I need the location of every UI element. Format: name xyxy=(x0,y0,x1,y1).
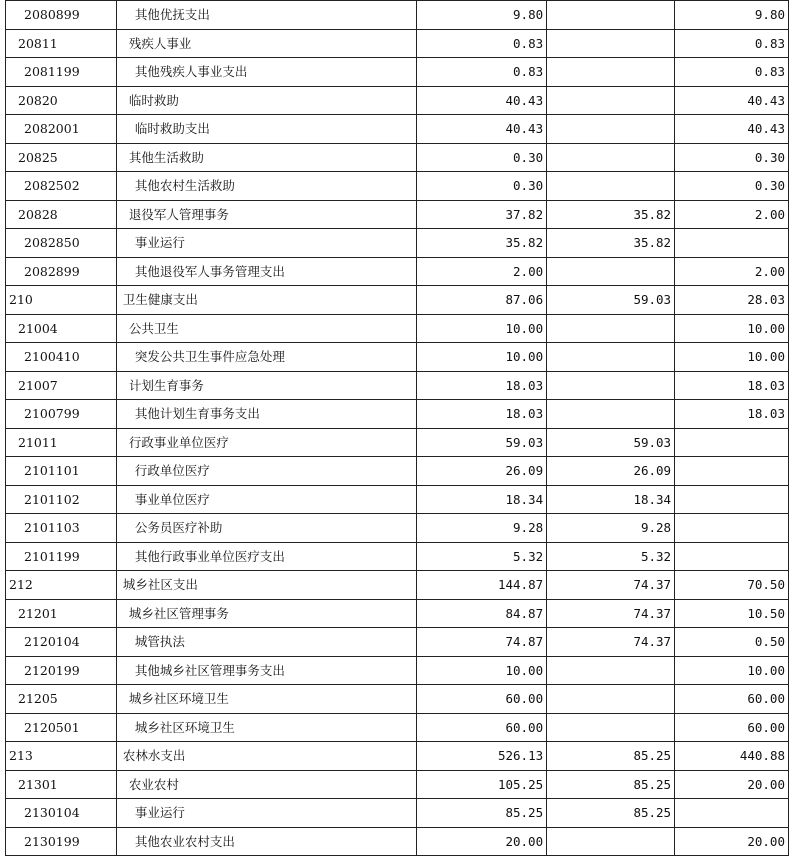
account-name-cell: 行政事业单位医疗 xyxy=(116,428,416,457)
basic-expenditure-cell xyxy=(547,58,675,87)
table-row xyxy=(6,770,789,799)
account-name-cell: 临时救助 xyxy=(116,86,416,115)
project-expenditure-cell: 20.00 xyxy=(675,827,789,856)
basic-expenditure-cell xyxy=(547,371,675,400)
account-code-cell: 2101103 xyxy=(6,514,117,543)
account-code-cell: 21201 xyxy=(6,599,117,628)
account-name-cell: 城乡社区环境卫生 xyxy=(116,713,416,742)
total-amount-cell: 60.00 xyxy=(417,713,547,742)
table-row xyxy=(6,428,789,457)
account-code-cell: 210 xyxy=(6,286,117,315)
total-amount-cell: 0.30 xyxy=(417,143,547,172)
table-row xyxy=(6,542,789,571)
account-code-cell: 2082899 xyxy=(6,257,117,286)
account-code-cell: 2100799 xyxy=(6,400,117,429)
account-code-cell: 2101199 xyxy=(6,542,117,571)
total-amount-cell: 59.03 xyxy=(417,428,547,457)
account-code-cell: 2101102 xyxy=(6,485,117,514)
total-amount-cell: 2.00 xyxy=(417,257,547,286)
project-expenditure-cell: 0.50 xyxy=(675,628,789,657)
account-name-cell: 突发公共卫生事件应急处理 xyxy=(116,343,416,372)
table-row xyxy=(6,314,789,343)
table-row xyxy=(6,115,789,144)
basic-expenditure-cell xyxy=(547,827,675,856)
project-expenditure-cell: 10.00 xyxy=(675,314,789,343)
project-expenditure-cell: 10.00 xyxy=(675,343,789,372)
total-amount-cell: 0.30 xyxy=(417,172,547,201)
total-amount-cell: 26.09 xyxy=(417,457,547,486)
account-name-cell: 行政单位医疗 xyxy=(116,457,416,486)
project-expenditure-cell xyxy=(675,485,789,514)
project-expenditure-cell: 0.30 xyxy=(675,172,789,201)
basic-expenditure-cell: 85.25 xyxy=(547,799,675,828)
project-expenditure-cell: 2.00 xyxy=(675,200,789,229)
basic-expenditure-cell xyxy=(547,86,675,115)
project-expenditure-cell xyxy=(675,514,789,543)
project-expenditure-cell: 40.43 xyxy=(675,86,789,115)
account-code-cell: 2130104 xyxy=(6,799,117,828)
total-amount-cell: 84.87 xyxy=(417,599,547,628)
account-code-cell: 2082502 xyxy=(6,172,117,201)
account-code-cell: 20825 xyxy=(6,143,117,172)
project-expenditure-cell: 18.03 xyxy=(675,400,789,429)
project-expenditure-cell: 0.83 xyxy=(675,58,789,87)
total-amount-cell: 18.03 xyxy=(417,400,547,429)
table-row xyxy=(6,742,789,771)
basic-expenditure-cell xyxy=(547,713,675,742)
total-amount-cell: 35.82 xyxy=(417,229,547,258)
basic-expenditure-cell: 18.34 xyxy=(547,485,675,514)
basic-expenditure-cell: 26.09 xyxy=(547,457,675,486)
total-amount-cell: 85.25 xyxy=(417,799,547,828)
basic-expenditure-cell xyxy=(547,343,675,372)
basic-expenditure-cell: 85.25 xyxy=(547,742,675,771)
account-name-cell: 农林水支出 xyxy=(116,742,416,771)
basic-expenditure-cell: 74.37 xyxy=(547,571,675,600)
table-row xyxy=(6,257,789,286)
account-name-cell: 城乡社区管理事务 xyxy=(116,599,416,628)
basic-expenditure-cell xyxy=(547,115,675,144)
project-expenditure-cell: 9.80 xyxy=(675,1,789,30)
table-row xyxy=(6,628,789,657)
basic-expenditure-cell xyxy=(547,143,675,172)
basic-expenditure-cell: 35.82 xyxy=(547,229,675,258)
project-expenditure-cell: 60.00 xyxy=(675,685,789,714)
account-code-cell: 21301 xyxy=(6,770,117,799)
table-row xyxy=(6,143,789,172)
account-name-cell: 事业运行 xyxy=(116,799,416,828)
total-amount-cell: 87.06 xyxy=(417,286,547,315)
table-row xyxy=(6,685,789,714)
table-row xyxy=(6,229,789,258)
project-expenditure-cell: 440.88 xyxy=(675,742,789,771)
account-code-cell: 2120199 xyxy=(6,656,117,685)
account-code-cell: 21205 xyxy=(6,685,117,714)
account-code-cell: 2130199 xyxy=(6,827,117,856)
total-amount-cell: 9.80 xyxy=(417,1,547,30)
account-code-cell: 21011 xyxy=(6,428,117,457)
account-name-cell: 其他退役军人事务管理支出 xyxy=(116,257,416,286)
account-name-cell: 城管执法 xyxy=(116,628,416,657)
total-amount-cell: 9.28 xyxy=(417,514,547,543)
project-expenditure-cell: 18.03 xyxy=(675,371,789,400)
account-code-cell: 212 xyxy=(6,571,117,600)
table-row xyxy=(6,86,789,115)
table-row xyxy=(6,514,789,543)
account-name-cell: 其他城乡社区管理事务支出 xyxy=(116,656,416,685)
basic-expenditure-cell: 59.03 xyxy=(547,286,675,315)
project-expenditure-cell xyxy=(675,542,789,571)
project-expenditure-cell: 0.30 xyxy=(675,143,789,172)
total-amount-cell: 526.13 xyxy=(417,742,547,771)
total-amount-cell: 18.34 xyxy=(417,485,547,514)
project-expenditure-cell: 10.00 xyxy=(675,656,789,685)
project-expenditure-cell xyxy=(675,229,789,258)
project-expenditure-cell: 10.50 xyxy=(675,599,789,628)
table-row xyxy=(6,400,789,429)
account-name-cell: 其他优抚支出 xyxy=(116,1,416,30)
account-name-cell: 其他农村生活救助 xyxy=(116,172,416,201)
total-amount-cell: 10.00 xyxy=(417,314,547,343)
account-name-cell: 其他行政事业单位医疗支出 xyxy=(116,542,416,571)
basic-expenditure-cell: 74.37 xyxy=(547,599,675,628)
table-row xyxy=(6,371,789,400)
basic-expenditure-cell xyxy=(547,1,675,30)
table-row xyxy=(6,1,789,30)
table-row xyxy=(6,599,789,628)
basic-expenditure-cell xyxy=(547,29,675,58)
account-name-cell: 城乡社区环境卫生 xyxy=(116,685,416,714)
total-amount-cell: 0.83 xyxy=(417,29,547,58)
account-code-cell: 2120104 xyxy=(6,628,117,657)
account-code-cell: 20820 xyxy=(6,86,117,115)
project-expenditure-cell: 60.00 xyxy=(675,713,789,742)
project-expenditure-cell: 0.83 xyxy=(675,29,789,58)
account-code-cell: 2120501 xyxy=(6,713,117,742)
total-amount-cell: 0.83 xyxy=(417,58,547,87)
account-code-cell: 20828 xyxy=(6,200,117,229)
basic-expenditure-cell xyxy=(547,685,675,714)
basic-expenditure-cell xyxy=(547,656,675,685)
table-row xyxy=(6,571,789,600)
project-expenditure-cell: 20.00 xyxy=(675,770,789,799)
account-name-cell: 其他残疾人事业支出 xyxy=(116,58,416,87)
total-amount-cell: 40.43 xyxy=(417,115,547,144)
table-row xyxy=(6,713,789,742)
table-row xyxy=(6,457,789,486)
account-name-cell: 临时救助支出 xyxy=(116,115,416,144)
table-row xyxy=(6,827,789,856)
project-expenditure-cell: 40.43 xyxy=(675,115,789,144)
basic-expenditure-cell: 5.32 xyxy=(547,542,675,571)
account-name-cell: 事业单位医疗 xyxy=(116,485,416,514)
account-name-cell: 公务员医疗补助 xyxy=(116,514,416,543)
total-amount-cell: 5.32 xyxy=(417,542,547,571)
basic-expenditure-cell xyxy=(547,257,675,286)
budget-table xyxy=(5,0,789,856)
account-name-cell: 其他生活救助 xyxy=(116,143,416,172)
basic-expenditure-cell xyxy=(547,314,675,343)
account-code-cell: 2080899 xyxy=(6,1,117,30)
total-amount-cell: 105.25 xyxy=(417,770,547,799)
total-amount-cell: 74.87 xyxy=(417,628,547,657)
budget-table-body xyxy=(6,1,789,856)
total-amount-cell: 10.00 xyxy=(417,343,547,372)
project-expenditure-cell xyxy=(675,428,789,457)
table-row xyxy=(6,656,789,685)
basic-expenditure-cell: 85.25 xyxy=(547,770,675,799)
table-row xyxy=(6,58,789,87)
account-name-cell: 卫生健康支出 xyxy=(116,286,416,315)
project-expenditure-cell: 2.00 xyxy=(675,257,789,286)
account-name-cell: 公共卫生 xyxy=(116,314,416,343)
table-row xyxy=(6,172,789,201)
table-row xyxy=(6,485,789,514)
total-amount-cell: 40.43 xyxy=(417,86,547,115)
basic-expenditure-cell xyxy=(547,172,675,201)
account-code-cell: 21004 xyxy=(6,314,117,343)
project-expenditure-cell xyxy=(675,457,789,486)
project-expenditure-cell xyxy=(675,799,789,828)
account-code-cell: 21007 xyxy=(6,371,117,400)
basic-expenditure-cell: 9.28 xyxy=(547,514,675,543)
total-amount-cell: 37.82 xyxy=(417,200,547,229)
account-name-cell: 事业运行 xyxy=(116,229,416,258)
account-name-cell: 计划生育事务 xyxy=(116,371,416,400)
account-name-cell: 其他计划生育事务支出 xyxy=(116,400,416,429)
table-row xyxy=(6,200,789,229)
total-amount-cell: 20.00 xyxy=(417,827,547,856)
table-row xyxy=(6,29,789,58)
account-code-cell: 2100410 xyxy=(6,343,117,372)
account-code-cell: 2082850 xyxy=(6,229,117,258)
project-expenditure-cell: 28.03 xyxy=(675,286,789,315)
total-amount-cell: 10.00 xyxy=(417,656,547,685)
account-name-cell: 残疾人事业 xyxy=(116,29,416,58)
table-row xyxy=(6,286,789,315)
basic-expenditure-cell: 74.37 xyxy=(547,628,675,657)
project-expenditure-cell: 70.50 xyxy=(675,571,789,600)
table-row xyxy=(6,799,789,828)
basic-expenditure-cell: 59.03 xyxy=(547,428,675,457)
basic-expenditure-cell xyxy=(547,400,675,429)
basic-expenditure-cell: 35.82 xyxy=(547,200,675,229)
account-code-cell: 2081199 xyxy=(6,58,117,87)
total-amount-cell: 144.87 xyxy=(417,571,547,600)
table-row xyxy=(6,343,789,372)
total-amount-cell: 18.03 xyxy=(417,371,547,400)
account-code-cell: 213 xyxy=(6,742,117,771)
account-name-cell: 城乡社区支出 xyxy=(116,571,416,600)
account-name-cell: 农业农村 xyxy=(116,770,416,799)
account-code-cell: 2101101 xyxy=(6,457,117,486)
account-code-cell: 20811 xyxy=(6,29,117,58)
account-code-cell: 2082001 xyxy=(6,115,117,144)
account-name-cell: 退役军人管理事务 xyxy=(116,200,416,229)
total-amount-cell: 60.00 xyxy=(417,685,547,714)
account-name-cell: 其他农业农村支出 xyxy=(116,827,416,856)
